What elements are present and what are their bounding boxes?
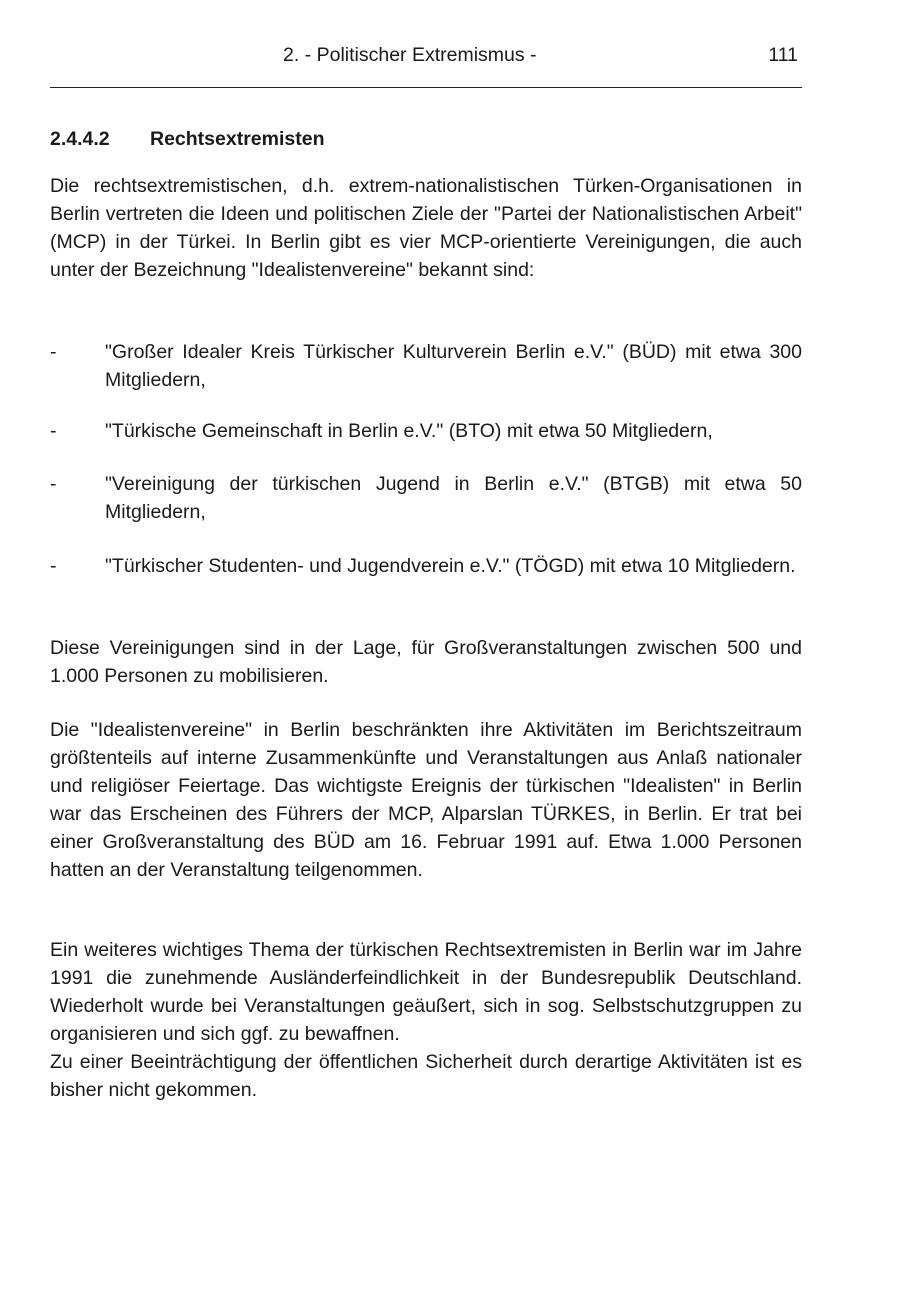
section-title: Rechtsextremisten: [150, 128, 325, 150]
running-title: 2. - Politischer Extremismus -: [283, 44, 537, 66]
list-item-text: "Türkische Gemeinschaft in Berlin e.V." (BTO) mit etwa 50 Mitgliedern,: [105, 420, 713, 442]
page-number: 111: [768, 44, 798, 66]
list-dash: -: [50, 420, 57, 442]
list-item-text: "Großer Idealer Kreis Türkischer Kulturverein Berlin e.V." (BÜD) mit etwa 300 Mitgliedern,: [105, 341, 802, 391]
list-item-text: "Türkischer Studenten- und Jugendverein e.V." (TÖGD) mit etwa 10 Mitgliedern.: [105, 555, 796, 577]
section-heading: [50, 128, 325, 151]
body-paragraph: Ein weiteres wichtiges Thema der türkischen Rechtsextremisten in Berlin war im Jahre 1991 die zunehmende Ausländerfeindlichkeit in der Bundesrepublik Deutschland. Wiederholt wurde bei Veranstaltungen geäußert, sich in sog. Selbstschutzgruppen zu organisieren und sich ggf. zu bewaffnen.: [50, 939, 802, 1045]
body-paragraph: Diese Vereinigungen sind in der Lage, für Großveranstaltungen zwischen 500 und 1.000 Personen zu mobilisieren.: [50, 637, 802, 687]
list-dash: -: [50, 555, 57, 577]
page-header: [50, 44, 802, 74]
list-dash: -: [50, 341, 57, 363]
body-paragraph: Die "Idealistenvereine" in Berlin beschränkten ihre Aktivitäten im Berichtszeitraum größtenteils auf interne Zusammenkünfte und Veranstaltungen aus Anlaß nationaler und religiöser Feiertage. Das wichtigste Ereignis der türkischen "Idealisten" in Berlin war das Erscheinen des Führers der MCP, Alparslan TÜRKES, in Berlin. Er trat bei einer Großveranstaltung des BÜD am 16. Februar 1991 auf. Etwa 1.000 Personen hatten an der Veranstaltung teilgenommen.: [50, 719, 802, 881]
header-divider: [50, 87, 802, 88]
section-number: 2.4.4.2: [50, 128, 110, 150]
body-paragraph: Zu einer Beeinträchtigung der öffentlichen Sicherheit durch derartige Aktivitäten ist es bisher nicht gekommen.: [50, 1051, 802, 1101]
list-item-text: "Vereinigung der türkischen Jugend in Berlin e.V." (BTGB) mit etwa 50 Mitgliedern,: [105, 473, 802, 523]
intro-paragraph: Die rechtsextremistischen, d.h. extrem-nationalistischen Türken-Organisationen in Berlin vertreten die Ideen und politischen Ziele der "Partei der Nationalistischen Arbeit" (MCP) in der Türkei. In Berlin gibt es vier MCP-orientierte Vereinigungen, die auch unter der Bezeichnung "Idealistenvereine" bekannt sind:: [50, 175, 802, 281]
list-dash: -: [50, 473, 57, 495]
